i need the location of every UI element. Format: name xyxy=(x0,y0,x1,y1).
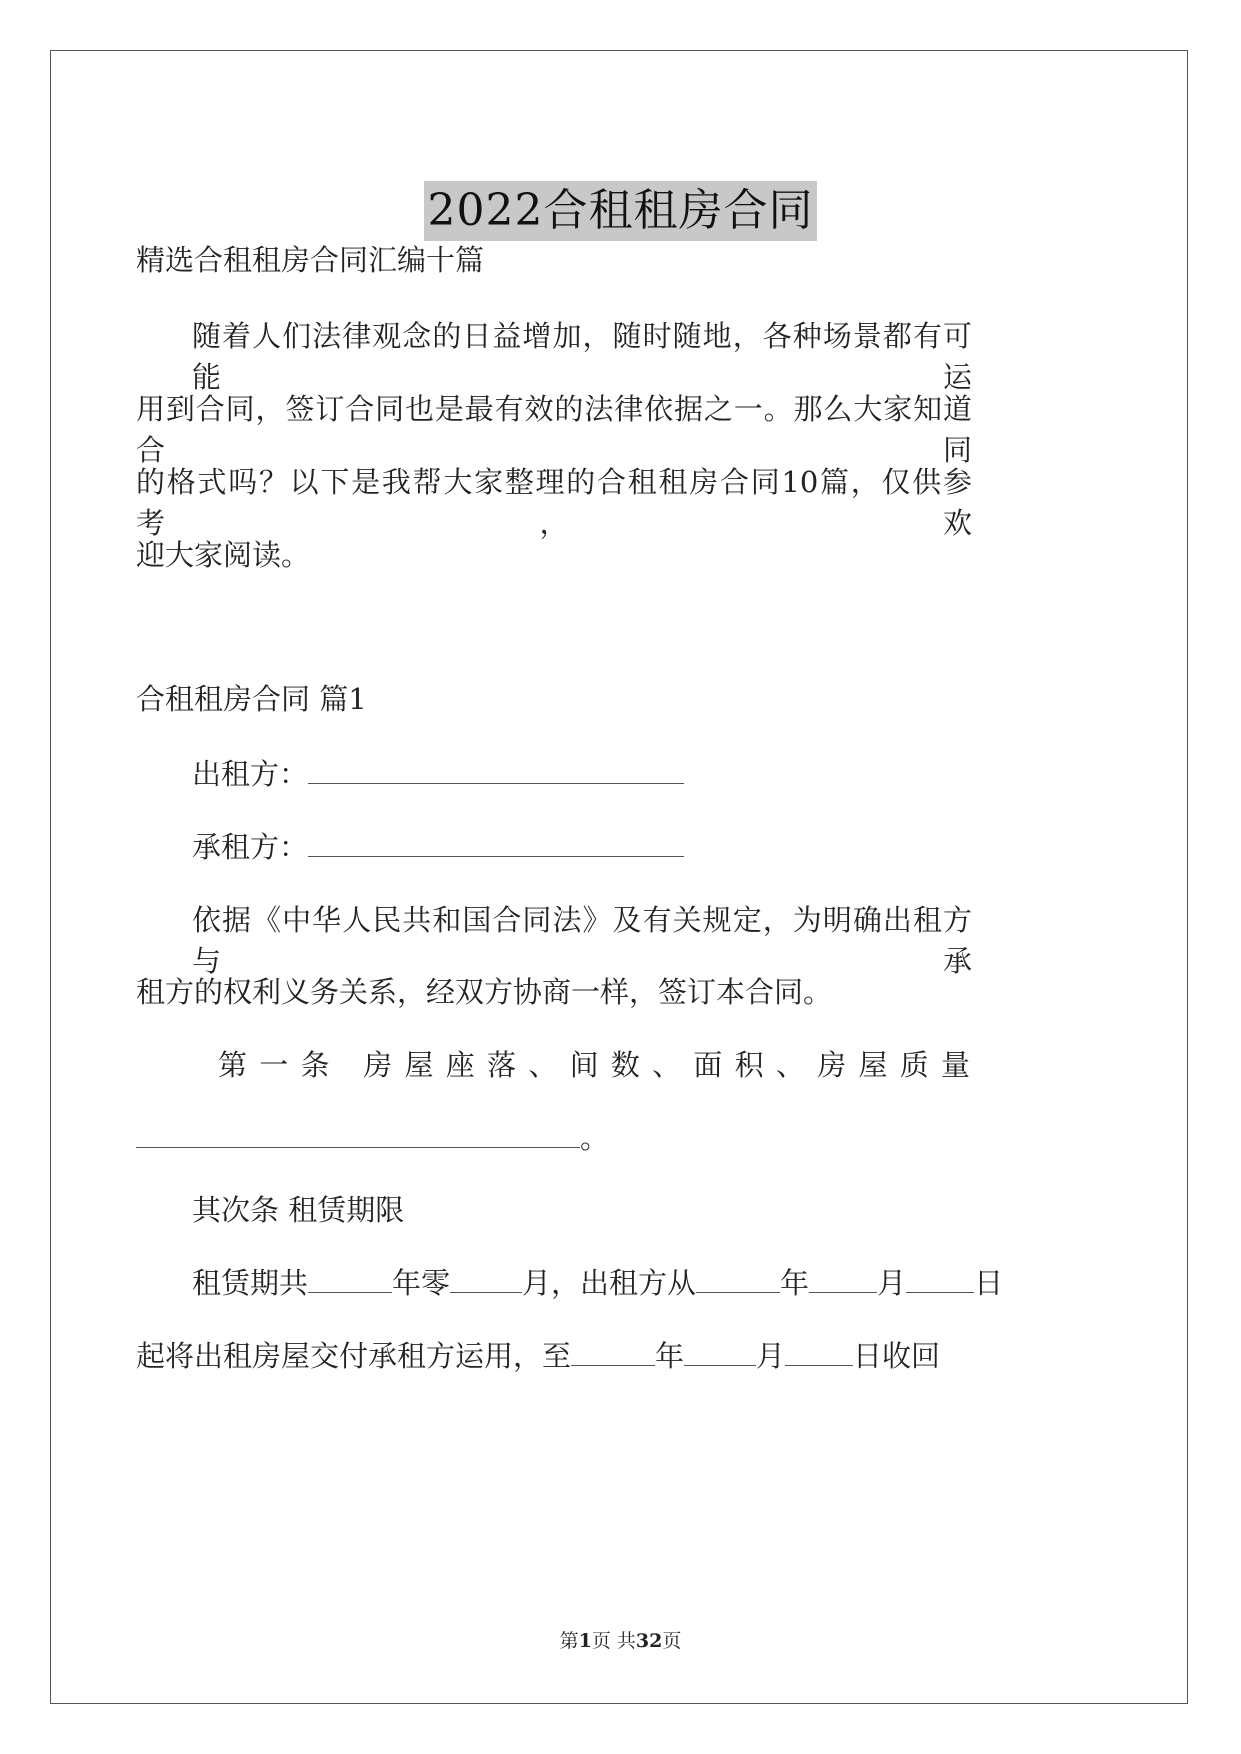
lease-years-blank[interactable] xyxy=(308,1266,392,1293)
lease-term-text-c: 月，出租方从 xyxy=(522,1266,697,1300)
return-text-b: 年 xyxy=(655,1339,685,1373)
start-year-blank[interactable] xyxy=(696,1266,780,1293)
return-text-c: 月 xyxy=(756,1339,786,1373)
document-title: 2022合租租房合同 xyxy=(424,181,818,241)
article2-heading: 其次条 租赁期限 xyxy=(192,1193,405,1227)
lease-months-blank[interactable] xyxy=(450,1266,522,1293)
start-day-blank[interactable] xyxy=(906,1266,974,1293)
end-month-blank[interactable] xyxy=(684,1339,756,1366)
article1-heading: 第一条 房屋座落、间数、面积、房屋质量 xyxy=(218,1048,972,1082)
article2-line-1 xyxy=(192,1261,1003,1302)
lease-term-text-b: 年零 xyxy=(392,1266,451,1300)
footer-page-number: 1 xyxy=(578,1630,592,1652)
intro-line-4: 迎大家阅读。 xyxy=(136,538,311,572)
section-heading: 合租租房合同 篇1 xyxy=(136,682,367,716)
article1-blank-row xyxy=(136,1116,609,1157)
end-day-blank[interactable] xyxy=(785,1339,853,1366)
footer-total-pages: 32 xyxy=(635,1630,663,1652)
lessor-label: 出租方： xyxy=(192,757,309,791)
article1-blank[interactable] xyxy=(136,1121,580,1148)
basis-line-2: 租方的权利义务关系，经双方协商一样，签订本合同。 xyxy=(136,975,833,1009)
footer-suffix: 页 xyxy=(662,1630,682,1652)
lessee-row xyxy=(192,825,684,866)
return-text-d: 日收回 xyxy=(853,1339,941,1373)
basis-line-1: 依据《中华人民共和国合同法》及有关规定，为明确出租方与承 xyxy=(192,903,972,978)
lease-term-text-d: 年 xyxy=(780,1266,810,1300)
page-border xyxy=(50,50,1188,1704)
lease-term-text-f: 日 xyxy=(974,1266,1004,1300)
lessee-blank[interactable] xyxy=(308,830,684,857)
lease-term-text-a: 租赁期共 xyxy=(192,1266,309,1300)
end-year-blank[interactable] xyxy=(571,1339,655,1366)
intro-line-2: 用到合同，签订合同也是最有效的法律依据之一。那么大家知道合同 xyxy=(136,392,972,467)
page-footer xyxy=(0,1626,1241,1653)
footer-mid: 页 共 xyxy=(591,1630,636,1652)
article1-end: 。 xyxy=(580,1121,610,1155)
subtitle: 精选合租租房合同汇编十篇 xyxy=(136,243,485,277)
lessor-row xyxy=(192,752,684,793)
lessor-blank[interactable] xyxy=(308,757,684,784)
start-month-blank[interactable] xyxy=(809,1266,877,1293)
article2-line-2 xyxy=(136,1334,940,1375)
intro-line-1: 随着人们法律观念的日益增加，随时随地，各种场景都有可能运 xyxy=(192,319,972,394)
return-text-a: 起将出租房屋交付承租方运用，至 xyxy=(136,1339,572,1373)
intro-line-3: 的格式吗？以下是我帮大家整理的合租租房合同10篇，仅供参考，欢 xyxy=(136,465,972,540)
lease-term-text-e: 月 xyxy=(877,1266,907,1300)
lessee-label: 承租方： xyxy=(192,830,309,864)
footer-prefix: 第 xyxy=(559,1630,579,1652)
